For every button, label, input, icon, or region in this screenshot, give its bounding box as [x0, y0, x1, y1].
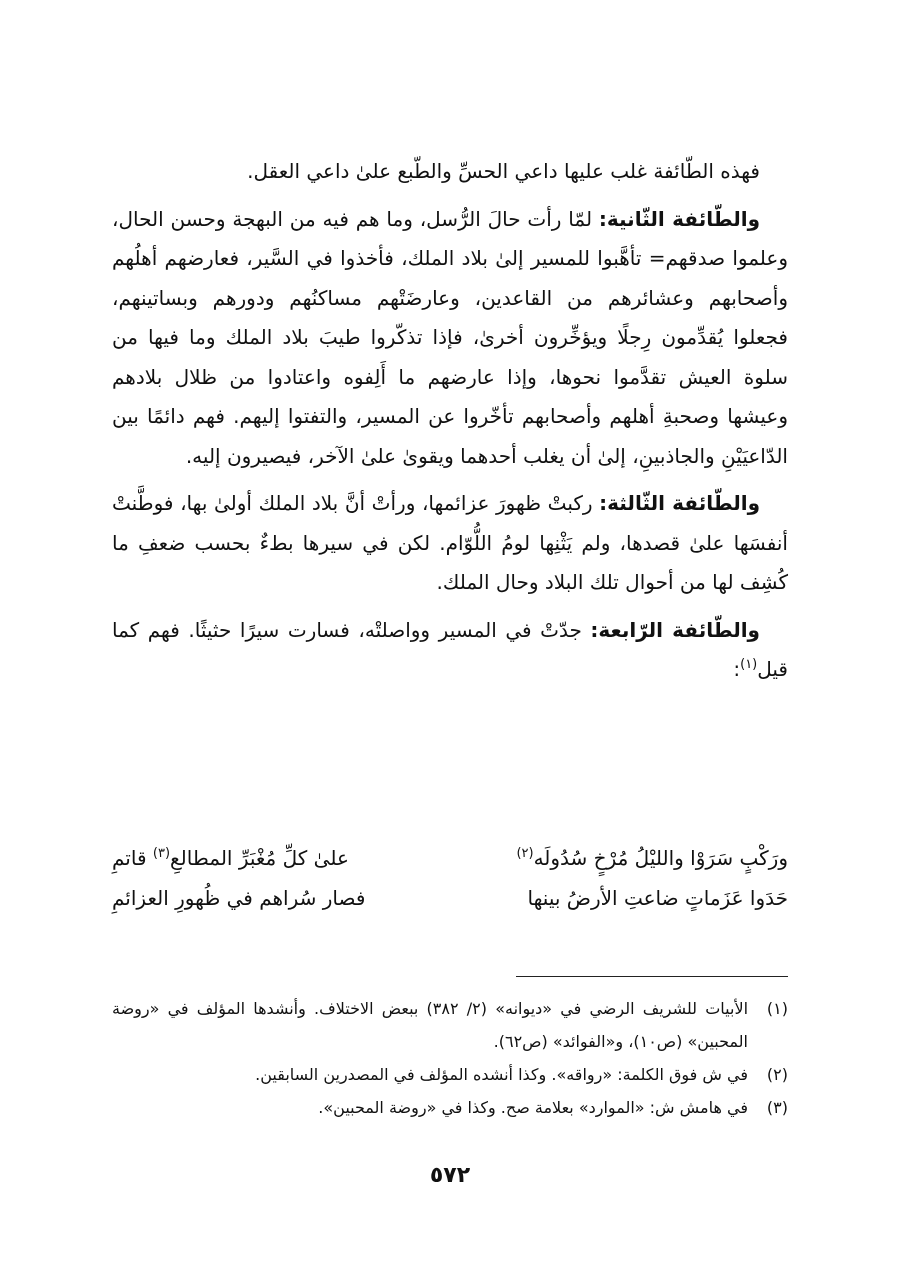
- footnote-2: [112, 1058, 788, 1091]
- paragraph-3-lead: والطّائفة الثّالثة:: [599, 491, 760, 515]
- footnote-ref-2: (٢): [516, 846, 534, 861]
- paragraph-4-lead: والطّائفة الرّابعة:: [590, 617, 760, 642]
- main-text: [112, 152, 788, 690]
- verse-1-first-hemistich: [468, 838, 788, 878]
- verse-2: [112, 878, 788, 918]
- footnote-ref-3: (٣): [152, 846, 171, 861]
- verse-1: [112, 838, 788, 878]
- verse-1-first-text: ورَكْبٍ سَرَوْا والليْلُ مُرْخٍ سُدُولَه: [533, 846, 788, 870]
- paragraph-1: [112, 152, 788, 192]
- paragraph-2: [112, 200, 788, 477]
- verse-2-first-hemistich: حَدَوا عَزَماتٍ ضاعتِ الأرضُ بينها: [527, 886, 788, 910]
- poem: [112, 838, 788, 918]
- footnote-3-text: في هامش ش: «الموارد» بعلامة صح. وكذا في «روضة المحبين».: [318, 1098, 748, 1117]
- footnotes: [112, 992, 788, 1124]
- paragraph-3: [112, 484, 788, 603]
- page-number: ٥٧٢: [429, 1163, 471, 1188]
- paragraph-3-text: ركبتْ ظهورَ عزائمها، ورأتْ أنَّ بلاد الملك أولىٰ بها، فوطَّنتْ أنفسَها علىٰ قصدها، ولم يَثْنِها لومُ اللُّوّام. لكن في سيرها بطءٌ بحسب ضعفِ ما كُشِف لها من أحوال تلك البلاد وحال الملك.: [112, 491, 788, 594]
- footnote-1-text: الأبيات للشريف الرضي في «ديوانه» (٢/ ٣٨٢) ببعض الاختلاف. وأنشدها المؤلف في «روضة المحبين» (ص١٠)، و«الفوائد» (ص٦٢).: [112, 999, 749, 1051]
- paragraph-4: [112, 611, 788, 690]
- footnote-3: [112, 1091, 788, 1124]
- verse-2-second-hemistich: فصار سُراهم في ظُهورِ العزائمِ: [112, 886, 366, 910]
- footnote-2-number: (٢): [766, 1065, 788, 1084]
- verse-1-second-text: علىٰ كلِّ مُغْبَرِّ المطالعِ: [170, 846, 349, 870]
- verse-1-second-tail: قاتمِ: [112, 846, 153, 870]
- footnote-ref-1: (١): [740, 657, 758, 672]
- paragraph-4-text: جدّتْ في المسير وواصلتْه، فسارت سيرًا حثيثًا. فهم كما قيل: [112, 617, 788, 681]
- verse-1-second-hemistich: [112, 838, 432, 878]
- paragraph-2-text: لمّا رأت حالَ الرُّسل، وما هم فيه من البهجة وحسن الحال، وعلموا صدقهم= تأهَّبوا للمسير إلىٰ بلاد الملك، فأخذوا في السَّير، فعارضهم أهلُهم وأصحابهم وعشائرهم من القاعدين، وعارضَتْهم مساكنُهم ودورهم وبساتينهم، فجعلوا يُقدِّمون رِجلًا ويؤخِّرون أخرىٰ، فإذا تذكّروا طيبَ بلاد الملك وما فيها من سلوة العيش تقدَّموا نحوها، وإذا عارضهم ما أَلِفوه واعتادوا من ظلال بلادهم وعيشها وصحبةِ أهلهم وأصحابهم تأخّروا عن المسير، والتفتوا إليهم. فهم دائمًا بين الدّاعيَيْنِ والجاذبينِ، إلىٰ أن يغلب أحدهما ويقوىٰ علىٰ الآخر، فيصيرون إليه.: [112, 206, 788, 468]
- footnote-separator: [516, 976, 788, 977]
- footnote-1: [112, 992, 788, 1058]
- paragraph-1-text: فهذه الطّائفة غلب عليها داعي الحسِّ والطّبع علىٰ داعي العقل.: [247, 159, 760, 183]
- paragraph-4-tail: :: [733, 657, 741, 681]
- footnote-1-number: (١): [766, 999, 788, 1018]
- paragraph-2-lead: والطّائفة الثّانية:: [598, 206, 760, 231]
- footnote-3-number: (٣): [766, 1098, 788, 1117]
- footnote-2-text: في ش فوق الكلمة: «رواقه». وكذا أنشده المؤلف في المصدرين السابقين.: [255, 1065, 748, 1084]
